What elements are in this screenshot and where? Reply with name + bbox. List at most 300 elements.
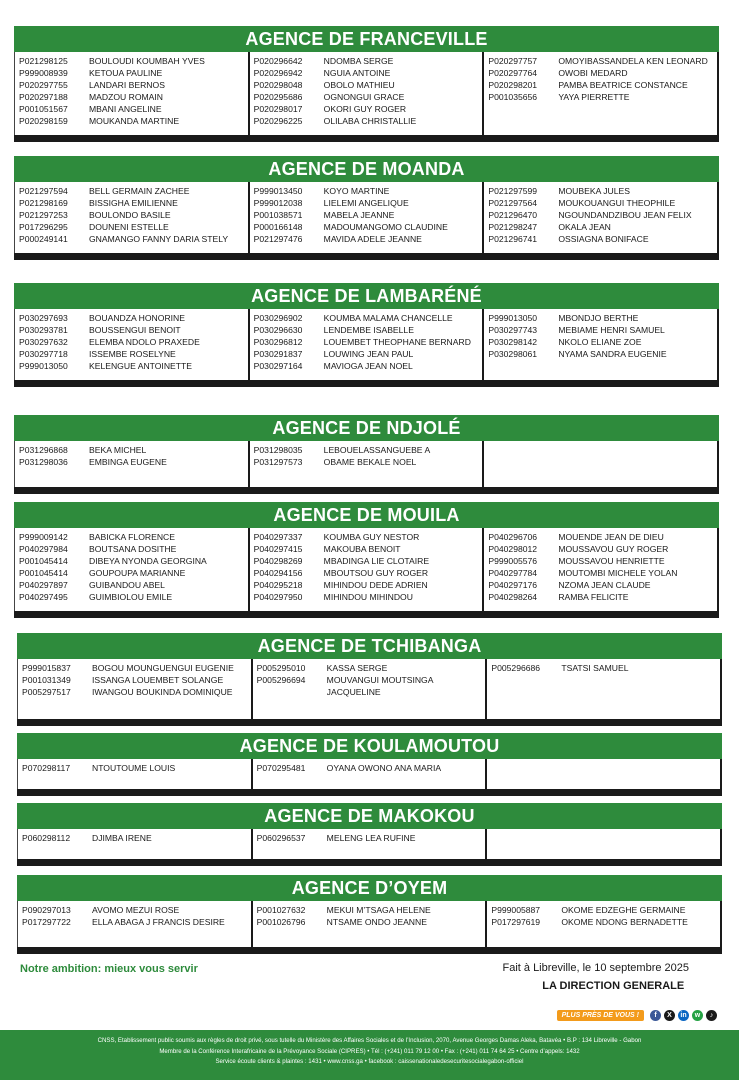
agency-title: AGENCE DE FRANCEVILLE <box>14 26 719 52</box>
member-row <box>488 209 713 221</box>
member-id: P031296868 <box>19 445 68 455</box>
member-row <box>488 348 713 360</box>
member-row <box>254 79 479 91</box>
agency-column <box>18 829 253 859</box>
agency-column <box>250 441 485 487</box>
member-id: P005295010 <box>256 663 306 673</box>
member-name: MIHINDOU MIHINDOU <box>323 592 413 602</box>
member-name: MADOUMANGOMO CLAUDINE <box>323 222 448 232</box>
member-id: P999015837 <box>22 663 71 673</box>
member-name: ISSANGA LOUEMBET SOLANGE <box>92 675 224 685</box>
member-row <box>254 543 479 555</box>
member-name: MAVIDA ADELE JEANNE <box>323 234 422 244</box>
agency-divider <box>17 859 722 866</box>
member-row <box>488 336 713 348</box>
member-name: MABELA JEANNE <box>323 210 395 220</box>
agency-section <box>14 415 719 494</box>
agency-body <box>14 52 719 135</box>
agency-divider <box>14 611 719 618</box>
agency-column <box>484 52 719 135</box>
member-name: GUIMBIOLOU EMILE <box>89 592 173 602</box>
member-row <box>22 904 247 916</box>
member-row <box>254 67 479 79</box>
member-row <box>19 360 244 372</box>
member-row <box>488 555 713 567</box>
member-id: P020296225 <box>253 116 303 126</box>
member-name: LOUEMBET THEOPHANE BERNARD <box>323 337 471 347</box>
member-name: LOUWING JEAN PAUL <box>323 349 414 359</box>
footer-line-2: Membre de la Conférence Interafricaine de la Prévoyance Sociale (CIPRES) • Tél : (+241) 011 79 12 00 • Fax : (+241) 011 74 64 25 • Centre d’appels: 1432 <box>159 1047 580 1055</box>
member-row <box>254 348 479 360</box>
member-name: MOUKANDA MARTINE <box>89 116 180 126</box>
member-name: KASSA SERGE <box>326 663 388 673</box>
member-row <box>19 543 244 555</box>
member-name: NYAMA SANDRA EUGENIE <box>558 349 667 359</box>
member-name: MOUSSAVOU HENRIETTE <box>558 556 665 566</box>
member-row <box>254 360 479 372</box>
member-id: P040295218 <box>253 580 303 590</box>
member-name: IWANGOU BOUKINDA DOMINIQUE <box>92 687 233 697</box>
member-id: P021297594 <box>19 186 68 196</box>
member-id: P030297632 <box>19 337 68 347</box>
member-id: P020297188 <box>19 92 68 102</box>
member-name: MELENG LEA RUFINE <box>326 833 416 843</box>
member-id: P040297984 <box>19 544 68 554</box>
member-row <box>254 591 479 603</box>
agency-body <box>17 659 722 719</box>
member-name: MBOUTSOU GUY ROGER <box>323 568 429 578</box>
member-name: NGOUNDANDZIBOU JEAN FELIX <box>558 210 692 220</box>
member-row <box>254 103 479 115</box>
member-name: LENDEMBE ISABELLE <box>323 325 414 335</box>
agency-column <box>487 759 722 789</box>
member-id: P070298117 <box>22 763 71 773</box>
member-id: P020297757 <box>488 56 538 66</box>
member-row <box>257 762 482 774</box>
member-name: MAVIOGA JEAN NOEL <box>323 361 413 371</box>
footer-line-3: Service écoute clients & plaintes : 1431 • www.cnss.ga • facebook : caissenationaledesecuritesocialegabon-officiel <box>215 1058 524 1065</box>
tiktok-icon[interactable]: ♪ <box>706 1010 717 1021</box>
agency-column <box>15 441 250 487</box>
member-name: NKOLO ELIANE ZOE <box>558 337 642 347</box>
member-row <box>254 197 479 209</box>
member-id: P021298169 <box>19 198 68 208</box>
member-id: P031297573 <box>253 457 303 467</box>
member-row <box>22 762 247 774</box>
member-name: NTOUTOUME LOUIS <box>92 763 176 773</box>
agency-title: AGENCE DE MOANDA <box>14 156 719 182</box>
member-row <box>22 916 247 928</box>
member-row <box>488 233 713 245</box>
agency-column <box>18 659 253 719</box>
footer-line-1: CNSS, Etablissement public soumis aux règles de droit privé, sous tutelle du Ministère des Affaires Sociales et de l’Inclusion, 2070, Avenue Georges Damas Aleka, Batavéa • B.P : 134 Libreville - Gabon <box>97 1037 642 1044</box>
member-name: GUIBANDOU ABEL <box>89 580 165 590</box>
agency-column <box>487 901 722 947</box>
member-name: GOUPOUPA MARIANNE <box>89 568 186 578</box>
member-name: OBAME BEKALE NOEL <box>323 457 417 467</box>
agency-column <box>253 901 488 947</box>
member-row <box>19 221 244 233</box>
member-id: P040298269 <box>253 556 303 566</box>
member-row <box>254 579 479 591</box>
member-id: P030297718 <box>19 349 68 359</box>
member-row <box>254 209 479 221</box>
agency-section <box>14 26 719 142</box>
agency-column <box>487 659 722 719</box>
member-name: GNAMANGO FANNY DARIA STELY <box>89 234 229 244</box>
agency-column <box>250 309 485 380</box>
agency-column <box>250 182 485 253</box>
proximity-slogan: PLUS PRÈS DE VOUS ! <box>557 1010 644 1021</box>
agency-column <box>253 829 488 859</box>
agency-divider <box>14 380 719 387</box>
member-name: MBADINGA LIE CLOTAIRE <box>323 556 430 566</box>
member-name: MBONDJO BERTHE <box>558 313 639 323</box>
member-name: OKORI GUY ROGER <box>323 104 407 114</box>
member-id: P999009142 <box>19 532 68 542</box>
member-id: P020298017 <box>253 104 303 114</box>
member-id: P020296942 <box>253 68 303 78</box>
member-id: P031298035 <box>253 445 303 455</box>
member-id: P040294156 <box>253 568 303 578</box>
member-name: BOULONDO BASILE <box>89 210 171 220</box>
member-id: P017297722 <box>22 917 71 927</box>
member-id: P999008939 <box>19 68 68 78</box>
agency-column <box>250 52 485 135</box>
member-name: MAKOUBA BENOIT <box>323 544 401 554</box>
member-row <box>488 567 713 579</box>
member-id: P040297337 <box>253 532 303 542</box>
member-row <box>254 221 479 233</box>
member-name: ELEMBA NDOLO PRAXEDE <box>89 337 200 347</box>
member-row <box>19 579 244 591</box>
agency-body <box>14 309 719 380</box>
member-id: P030291837 <box>253 349 303 359</box>
member-name: EMBINGA EUGENE <box>89 457 167 467</box>
member-id: P060296537 <box>256 833 306 843</box>
member-name: OKOME NDONG BERNADETTE <box>561 917 688 927</box>
direction-title: LA DIRECTION GENERALE <box>542 980 685 992</box>
member-name: OKALA JEAN <box>558 222 611 232</box>
member-row <box>19 531 244 543</box>
member-row <box>488 531 713 543</box>
agency-body <box>14 182 719 253</box>
agency-divider <box>17 947 722 954</box>
member-name: DJIMBA IRENE <box>92 833 152 843</box>
member-row <box>491 662 716 674</box>
member-name: BEKA MICHEL <box>89 445 147 455</box>
member-id: P040297176 <box>488 580 538 590</box>
member-id: P005296694 <box>256 675 306 685</box>
member-name: MBANI ANGELINE <box>89 104 162 114</box>
member-id: P001045414 <box>19 556 68 566</box>
member-row <box>257 674 482 686</box>
member-id: P021297599 <box>488 186 538 196</box>
member-name: LIELEMI ANGELIQUE <box>323 198 409 208</box>
agency-column <box>484 528 719 611</box>
member-id: P021296741 <box>488 234 538 244</box>
member-id: P040297950 <box>253 592 303 602</box>
agency-section <box>14 502 719 618</box>
member-id: P999013450 <box>253 186 303 196</box>
agency-column <box>15 52 250 135</box>
member-row <box>254 336 479 348</box>
member-id: P000249141 <box>19 234 68 244</box>
agency-title: AGENCE DE TCHIBANGA <box>17 633 722 659</box>
member-id: P020297755 <box>19 80 68 90</box>
agency-body <box>14 441 719 487</box>
whatsapp-icon[interactable]: w <box>692 1010 703 1021</box>
member-row <box>257 832 482 844</box>
member-row <box>491 904 716 916</box>
agency-body <box>17 901 722 947</box>
member-name: ELLA ABAGA J FRANCIS DESIRE <box>92 917 225 927</box>
agency-title: AGENCE DE MAKOKOU <box>17 803 722 829</box>
agency-column <box>15 309 250 380</box>
member-name: NTSAME ONDO JEANNE <box>326 917 427 927</box>
agency-divider <box>17 719 722 726</box>
member-row <box>254 55 479 67</box>
member-id: P020295686 <box>253 92 303 102</box>
member-row <box>254 185 479 197</box>
member-row <box>254 233 479 245</box>
member-name: OKOME EDZEGHE GERMAINE <box>561 905 686 915</box>
member-row <box>254 91 479 103</box>
member-row <box>22 832 247 844</box>
facebook-icon[interactable]: f <box>650 1010 661 1021</box>
member-name: BOULOUDI KOUMBAH YVES <box>89 56 205 66</box>
member-row <box>19 348 244 360</box>
member-id: P001038571 <box>253 210 303 220</box>
member-row <box>254 115 479 127</box>
member-id <box>257 686 327 698</box>
member-id: P000166148 <box>253 222 303 232</box>
agency-section <box>17 875 722 954</box>
member-row <box>488 197 713 209</box>
agency-divider <box>14 487 719 494</box>
member-id: P999005576 <box>488 556 538 566</box>
member-row <box>491 916 716 928</box>
member-name: TSATSI SAMUEL <box>561 663 629 673</box>
agency-column <box>18 901 253 947</box>
member-name: PAMBA BEATRICE CONSTANCE <box>558 80 688 90</box>
member-id: P005297517 <box>22 687 71 697</box>
agency-section <box>17 733 722 796</box>
member-row <box>22 674 247 686</box>
member-id: P030297743 <box>488 325 538 335</box>
footer-band <box>0 1030 739 1080</box>
member-row <box>488 185 713 197</box>
member-name: MIHINDOU DEDE ADRIEN <box>323 580 428 590</box>
place-date: Fait à Libreville, le 10 septembre 2025 <box>502 962 689 974</box>
member-name: OWOBI MEDARD <box>558 68 628 78</box>
member-name: NGUIA ANTOINE <box>323 68 391 78</box>
member-row <box>19 115 244 127</box>
agency-divider <box>14 135 719 142</box>
member-name: MOUTOMBI MICHELE YOLAN <box>558 568 678 578</box>
member-name: OYANA OWONO ANA MARIA <box>326 763 442 773</box>
member-row <box>19 312 244 324</box>
agency-title: AGENCE DE KOULAMOUTOU <box>17 733 722 759</box>
member-name: BOUTSANA DOSITHE <box>89 544 177 554</box>
member-name: KOUMBA GUY NESTOR <box>323 532 420 542</box>
agency-divider <box>17 789 722 796</box>
member-id: P030298061 <box>488 349 538 359</box>
member-name: BOUSSENGUI BENOIT <box>89 325 181 335</box>
member-id: P999013050 <box>19 361 68 371</box>
agency-column <box>250 528 485 611</box>
member-id: P005296686 <box>491 663 541 673</box>
agency-column <box>484 309 719 380</box>
member-name: MEBIAME HENRI SAMUEL <box>558 325 665 335</box>
agency-divider <box>14 253 719 260</box>
member-row <box>19 103 244 115</box>
social-icons <box>650 1010 717 1021</box>
member-row <box>488 221 713 233</box>
member-name: YAYA PIERRETTE <box>558 92 630 102</box>
member-id: P999012038 <box>253 198 303 208</box>
member-id: P021297476 <box>253 234 303 244</box>
member-id: P021296470 <box>488 210 538 220</box>
agency-column <box>18 759 253 789</box>
member-row <box>488 79 713 91</box>
agency-section <box>14 283 719 387</box>
member-name: KOUMBA MALAMA CHANCELLE <box>323 313 453 323</box>
member-name: MOUENDE JEAN DE DIEU <box>558 532 664 542</box>
member-name: BISSIGHA EMILIENNE <box>89 198 178 208</box>
member-row <box>254 531 479 543</box>
member-row <box>254 456 479 468</box>
member-id: P040298264 <box>488 592 538 602</box>
member-row <box>19 79 244 91</box>
member-row <box>257 916 482 928</box>
member-id: P021297253 <box>19 210 68 220</box>
member-row <box>19 324 244 336</box>
member-row <box>488 91 713 103</box>
member-name: OLILABA CHRISTALLIE <box>323 116 417 126</box>
member-id: P020296642 <box>253 56 303 66</box>
member-name: KELENGUE ANTOINETTE <box>89 361 192 371</box>
member-row <box>254 567 479 579</box>
member-row <box>257 904 482 916</box>
member-id: P040296706 <box>488 532 538 542</box>
member-id: P040297784 <box>488 568 538 578</box>
member-id: P001027632 <box>256 905 306 915</box>
member-id: P017297619 <box>491 917 541 927</box>
member-id: P021298247 <box>488 222 538 232</box>
member-name: BOUANDZA HONORINE <box>89 313 185 323</box>
member-row <box>254 555 479 567</box>
member-id: P090297013 <box>22 905 71 915</box>
member-id: P030297693 <box>19 313 68 323</box>
member-id: P001035656 <box>488 92 538 102</box>
member-id: P999005887 <box>491 905 541 915</box>
member-id: P020298048 <box>253 80 303 90</box>
member-name: MADZOU ROMAIN <box>89 92 163 102</box>
member-row <box>254 324 479 336</box>
agency-column <box>484 182 719 253</box>
member-name: BABICKA FLORENCE <box>89 532 175 542</box>
member-row <box>488 543 713 555</box>
member-name: DIBEYA NYONDA GEORGINA <box>89 556 207 566</box>
member-name: LANDARI BERNOS <box>89 80 165 90</box>
member-name: KOYO MARTINE <box>323 186 390 196</box>
member-row <box>19 55 244 67</box>
member-name: OSSIAGNA BONIFACE <box>558 234 649 244</box>
member-name: BELL GERMAIN ZACHEE <box>89 186 190 196</box>
member-id: P020298201 <box>488 80 538 90</box>
member-row <box>488 67 713 79</box>
member-id: P017296295 <box>19 222 68 232</box>
member-name: JACQUELINE <box>326 687 381 697</box>
linkedin-icon[interactable]: in <box>678 1010 689 1021</box>
member-id: P030296812 <box>253 337 303 347</box>
member-row <box>488 324 713 336</box>
member-name: OBOLO MATHIEU <box>323 80 395 90</box>
member-id: P030297164 <box>253 361 303 371</box>
member-name: BOGOU MOUNGUENGUI EUGENIE <box>92 663 234 673</box>
member-id: P001026796 <box>256 917 306 927</box>
agency-title: AGENCE DE MOUILA <box>14 502 719 528</box>
member-name: NDOMBA SERGE <box>323 56 394 66</box>
member-id: P021298125 <box>19 56 68 66</box>
member-name: OGNONGUI GRACE <box>323 92 405 102</box>
member-id: P021297564 <box>488 198 538 208</box>
member-id: P030298142 <box>488 337 538 347</box>
member-row <box>488 55 713 67</box>
member-row <box>22 686 247 698</box>
member-name: MOUBEKA JULES <box>558 186 630 196</box>
member-id: P031298036 <box>19 457 68 467</box>
x-icon[interactable]: X <box>664 1010 675 1021</box>
member-id: P001051567 <box>19 104 68 114</box>
member-row <box>488 579 713 591</box>
agency-column <box>253 659 488 719</box>
member-name: NZOMA JEAN CLAUDE <box>558 580 651 590</box>
member-name: AVOMO MEZUI ROSE <box>92 905 180 915</box>
member-row <box>22 662 247 674</box>
member-name: ISSEMBE ROSELYNE <box>89 349 176 359</box>
member-row <box>19 67 244 79</box>
signature-block <box>503 962 690 992</box>
member-id: P030296630 <box>253 325 303 335</box>
member-id: P040298012 <box>488 544 538 554</box>
agency-column <box>487 829 722 859</box>
agency-title: AGENCE DE LAMBARÉNÉ <box>14 283 719 309</box>
member-name: RAMBA FELICITE <box>558 592 629 602</box>
member-name: LEBOUELASSANGUEBE A <box>323 445 431 455</box>
member-row <box>254 312 479 324</box>
member-row <box>488 312 713 324</box>
member-id: P040297897 <box>19 580 68 590</box>
member-id: P020298159 <box>19 116 68 126</box>
member-name: MOUKOUANGUI THEOPHILE <box>558 198 676 208</box>
agency-section <box>14 156 719 260</box>
agency-body <box>17 829 722 859</box>
member-row <box>257 686 482 698</box>
member-row <box>19 444 244 456</box>
member-row <box>19 209 244 221</box>
agency-body <box>14 528 719 611</box>
agency-column <box>484 441 719 487</box>
member-row <box>19 197 244 209</box>
member-name: DOUNENI ESTELLE <box>89 222 169 232</box>
member-row <box>19 336 244 348</box>
social-bar <box>557 1010 717 1021</box>
member-id: P070295481 <box>256 763 306 773</box>
member-id: P001045414 <box>19 568 68 578</box>
member-name: MOUSSAVOU GUY ROGER <box>558 544 669 554</box>
